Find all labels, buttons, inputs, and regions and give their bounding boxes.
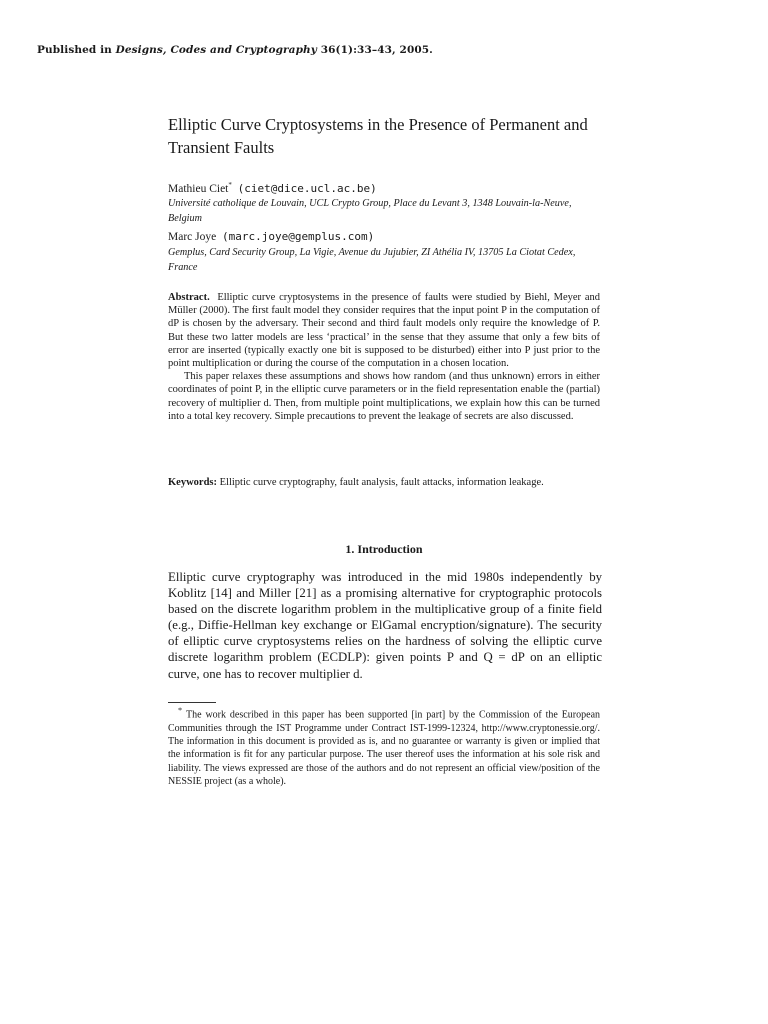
author-email: (ciet@dice.ucl.ac.be): [237, 181, 377, 195]
keywords-label: Keywords:: [168, 477, 217, 488]
abstract-label: Abstract.: [168, 292, 210, 303]
footnote-mark: *: [178, 706, 183, 715]
keywords-text: Elliptic curve cryptography, fault analysis, fault attacks, information leakage.: [219, 477, 544, 488]
author-1: [168, 181, 377, 195]
author-2: [168, 230, 374, 243]
footnote-text: The work described in this paper has been supported [in part] by the Commission of the European Communities through the IST Programme under Contract IST-1999-12324, http://www.cryptonessie.org/. The information in this document is provided as is, and no guarantee or warranty is given or implied that the information is fit for any particular purpose. The user thereof uses the information at his sole risk and liability. The views expressed are those of the authors and do not represent an official view/position of the NESSIE project (as a whole).: [168, 709, 601, 787]
footnote-mark: *: [228, 181, 232, 189]
published-prefix: Published in: [37, 44, 116, 56]
journal-name: Designs, Codes and Cryptography: [115, 44, 317, 56]
paper-title: Elliptic Curve Cryptosystems in the Presence of Permanent and Transient Faults: [168, 115, 588, 157]
abstract-paragraph-1: Elliptic curve cryptosystems in the presence of faults were studied by Biehl, Meyer and Müller (2000). The first fault model they consider requires that the input point P in the computation of dP is chosen by the adversary. Their second and third fault models only require the knowledge of P. But these two latter models are less ‘practical’ in the sense that they assume that only a few bits of error are inserted (typically exactly one bit is supposed to be disturbed) either into P just prior to the point multiplication or during the course of the computation in a chosen location.: [168, 292, 600, 370]
keywords: [168, 476, 600, 490]
section-heading: 1. Introduction: [345, 542, 423, 556]
abstract-paragraph-2: This paper relaxes these assumptions and shows how random (and thus unknown) errors in either coordinates of point P, in the elliptic curve parameters or in the field representation enable the (partial) recovery of multiplier d. Then, from multiple point multiplications, we explain how this can be turned into a total key recovery. Simple precautions to prevent the leakage of secrets are also discussed.: [168, 371, 600, 422]
author-2-affiliation: Gemplus, Card Security Group, La Vigie, Avenue du Jujubier, ZI Athélia IV, 13705 La Ciotat Cedex, France: [168, 247, 576, 273]
footnote-divider: [168, 702, 216, 703]
abstract: [168, 291, 600, 423]
publication-line: [37, 44, 433, 56]
author-name: Mathieu Ciet: [168, 182, 229, 195]
footnote: [168, 704, 600, 788]
citation: 36(1):33–43, 2005.: [316, 44, 433, 56]
author-email: (marc.joye@gemplus.com): [221, 230, 375, 243]
author-name: Marc Joye: [168, 231, 217, 243]
author-1-affiliation: Université catholique de Louvain, UCL Crypto Group, Place du Levant 3, 1348 Louvain-la-Neuve, Belgium: [168, 198, 572, 224]
introduction-text: Elliptic curve cryptography was introduced in the mid 1980s independently by Koblitz [14] and Miller [21] as a promising alternative for cryptographic protocols based on the discrete logarithm problem in the multiplicative group of a finite field (e.g., Diffie-Hellman key exchange or ElGamal encryption/signature). The security of elliptic curve cryptosystems relies on the hardness of solving the elliptic curve discrete logarithm problem (ECDLP): given points P and Q = dP on an elliptic curve, one has to recover multiplier d.: [168, 570, 602, 681]
